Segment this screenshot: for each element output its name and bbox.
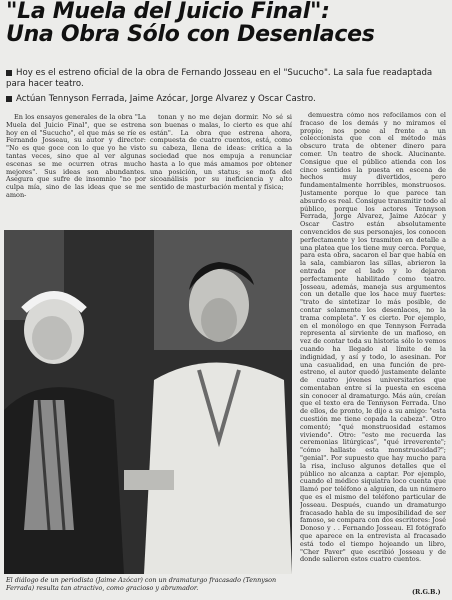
headline-line-1: "La Muela del Juicio Final": [6, 0, 330, 24]
deck-line-1: Hoy es el estreno oficial de la obra de Fernando Josseau en el "Sucucho". La sala fue readaptada para hacer teatro. [6, 68, 433, 89]
photo-caption: El diálogo de un periodista (Jaime Azócar) con un dramaturgo fracasado (Tennyson Ferrada) resulta tan atractivo, como gracioso y abrumador. [6, 576, 277, 592]
headline [6, 0, 446, 46]
article-column-3 [300, 112, 446, 590]
column-2-text: tonan y no me dejan dormir. No sé si son buenas o malas, lo cierto es que ahí están". La obra que estrena ahora, compuesta de cuatro cuentos, está, como su cabeza, llena de ideas: crítica a la sociedad que nos empuja a renunciar hasta a lo que más amamos por obtener una posición, un status; se mofa del sicoanálisis por su ineficiencia y alto sentido de masturbación mental y física; [150, 113, 292, 192]
article-column-2 [150, 114, 292, 192]
article-photo [4, 230, 292, 574]
deck-line-2: Actúan Tennyson Ferrada, Jaime Azócar, Jorge Alvarez y Oscar Castro. [6, 94, 446, 105]
column-3-text: demuestra cómo nos refocilamos con el fracaso de los demás y no miramos el propio; nos pone al frente a un coleccionista que con el método más obscuro trata de obtener dinero para comer. Un teatro de shock. Alucinante. Consigue que el público atienda con los cinco sentidos la puesta en escena de hechos muy divertidos, pero fundamentalmente horribles, monstruosos. Justamente porque lo que parece tan absurdo es real. Consigue transmitir todo al público, porque los actores Tennyson Ferrada, Jorge Alvarez, Jaime Azócar y Oscar Castro están absolutamente convencidos de sus personajes, los conocen perfectamente y los trasmiten en detalle a una platea que los tiene muy cerca. Porque, para esta obra, sacaron el bar que había en la sala, cambiaron las sillas, abrieron la entrada por el lado y lo dejaron perfectamente habilitado como teatro. Josseau, además, maneja sus argumentos con un detalle que los hace muy fuertes: "trato de sintetizar lo más posible, de contar solamente los desenlaces, no la trama completa". Y es cierto. Por ejemplo, en el monólogo en que Tennyson Ferrada representa al sirviente de un mafioso, en vez de contar toda su historia sólo lo vemos cuando ha llegado al límite de la indignidad, y así y todo, lo asesinan. Por una casualidad, en una función de pre-estreno, el autor quedó justamente delante de cuatro jóvenes universitarios que comentaban entre sí la puesta en escena sin conocer al dramaturgo. Más aún, creían que el texto era de Tennyson Ferrada. Uno de ellos, de pronto, le dijo a su amigo: "esta cuestión me tiene copada la cabeza". Otro comentó; "qué monstruosidad estamos viviendo". Otro: "esto me recuerda las ceremonias litúrgicas", "qué irreverente"; "cómo hallaste esta monstruosidad?"; "genial". Por supuesto que hay mucho para la risa, incluso algunos detalles que el público no alcanza a captar. Por ejemplo, cuando el médico siquiatra loco cuenta que llamó por teléfono a alguien, da un número que es el mismo del teléfono particular de Josseau. Después, cuando un dramaturgo fracasado habla de su imposibilidad de ser famoso, se compara con dos escritores: José Donoso y . . Fernando Josseau. El fotógrafo que aparece en la entrevista al fracasado está todo el tiempo hojeando un libro, "Cher Paver" que escribió Josseau y de donde salieron estos cuatro cuentos. [300, 112, 446, 564]
headline-line-2: Una Obra Sólo con Desenlaces [6, 22, 375, 47]
author-credit: (R.G.B.) [412, 588, 441, 596]
photo-illustration [4, 230, 292, 574]
column-1-text: En los ensayos generales de la obra "La Muela del Juicio Final", que se estrena hoy en el "Sucucho", el que más se ríe es Fernando Josseau, su autor y director: "No es que goce con lo que yo he visto tantas veces, sino que al ver algunas escenas se me ocurren otras mucho mejores". Sus ideas son abundantes. Asegura que sufre de insomnio "no por culpa mía, sino de las ideas que se me amon- [6, 113, 146, 199]
bullet-icon [6, 96, 12, 102]
bullet-icon [6, 70, 12, 76]
article-column-1 [6, 114, 146, 200]
